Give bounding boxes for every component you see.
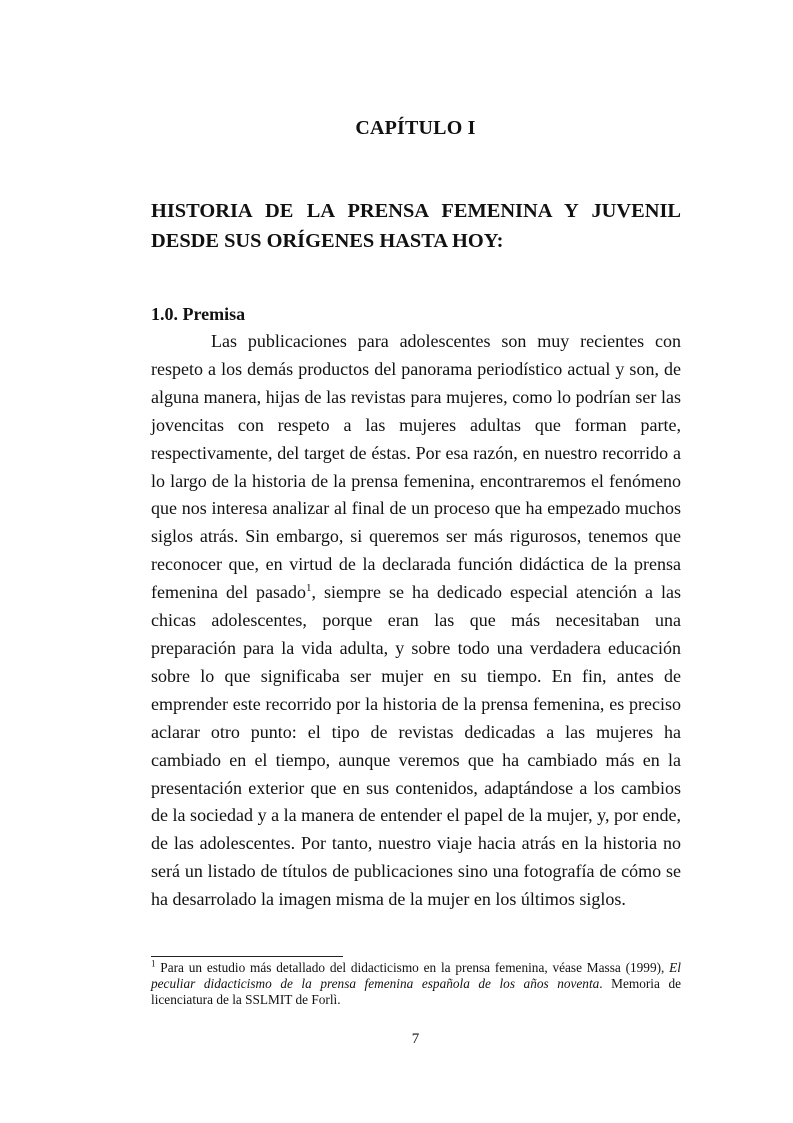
footnote-italic-title: El peculiar didacticismo de la prensa femenina española de los años noventa [151,960,681,991]
body-paragraph-part2: , siempre se ha dedicado especial atención a las chicas adolescentes, porque eran las que más necesitaban una preparación para la vida adulta, y sobre todo una verdadera educación sobre lo que significaba ser mujer en su tiempo. En fin, antes de emprender este recorrido por la historia de la prensa femenina, es preciso aclarar otro punto: el tipo de revistas dedicadas a las mujeres ha cambiado en el tiempo, aunque veremos que ha cambiado más en la presentación exterior que en sus contenidos, adaptándose a los cambios de la sociedad y a la manera de entender el papel de la mujer, y, por ende, de las adolescentes. Por tanto, nuestro viaje hacia atrás en la historia no será un listado de títulos de publicaciones sino una fotografía de cómo se ha desarrolado la imagen misma de la mujer en los últimos siglos. [151,582,681,910]
body-paragraph-part1: Las publicaciones para adolescentes son muy recientes con respeto a los demás productos del panorama periodístico actual y son, de alguna manera, hijas de las revistas para mujeres, como lo podrían ser las jovencitas con respeto a las mujeres adultas que forman parte, respectivamente, del target de éstas. Por esa razón, en nuestro recorrido a lo largo de la historia de la prensa femenina, encontraremos el fenómeno que nos interesa analizar al final de un proceso que ha empezado muchos siglos atrás. Sin embargo, si queremos ser más rigurosos, tenemos que reconocer que, en virtud de la declarada función didáctica de la prensa femenina del pasado [151,331,681,603]
footnote-text-before: Para un estudio más detallado del didacticismo en la prensa femenina, véase Massa (1999), [155,960,670,975]
footnote-divider [151,956,343,957]
footnote-number: 1 [151,958,156,969]
footnote [151,960,681,1008]
chapter-title: HISTORIA DE LA PRENSA FEMENINA Y JUVENIL DESDE SUS ORÍGENES HASTA HOY: [151,200,681,252]
chapter-heading: CAPÍTULO I [355,117,476,139]
body-paragraph [151,328,681,914]
section-title: 1.0. Premisa [151,304,246,324]
footnote-text-after: . Memoria de licenciatura de la SSLMIT de Forlì. [151,976,681,1007]
footnote-reference: 1 [305,582,312,595]
page-number: 7 [411,1031,420,1047]
